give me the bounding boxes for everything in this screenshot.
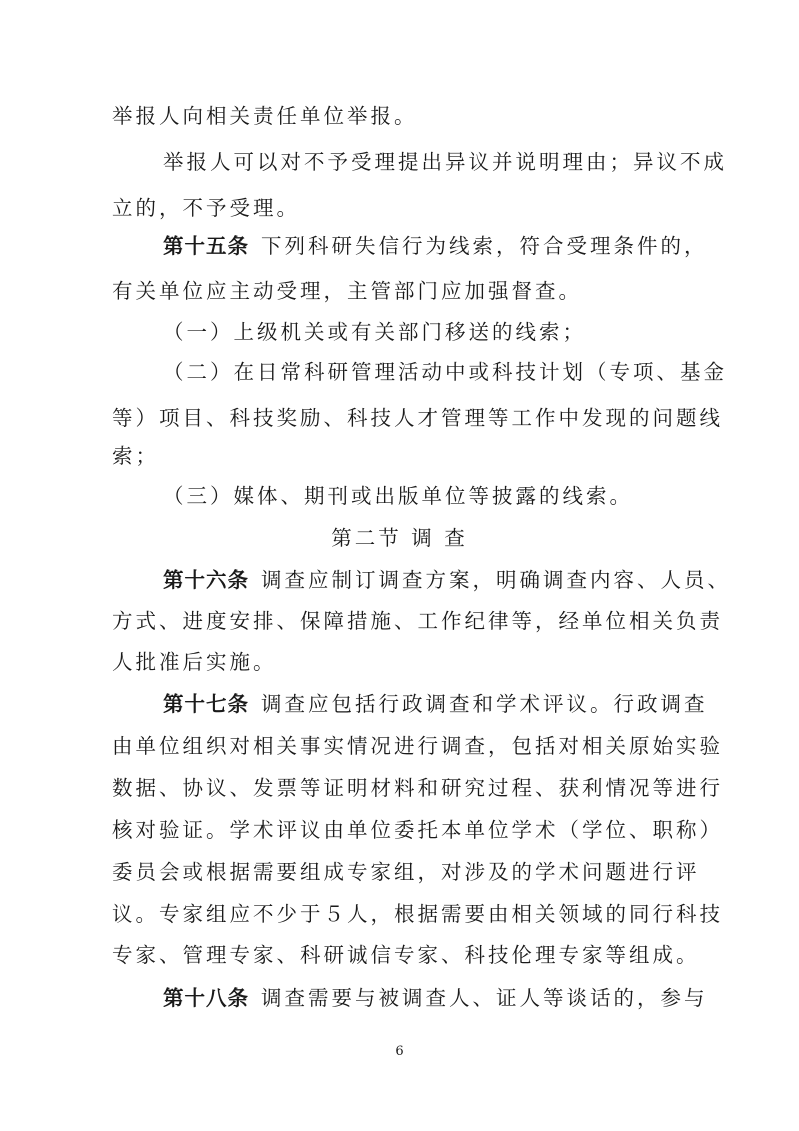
line-text: （三）媒体、期刊或出版单位等披露的线索。: [163, 484, 633, 508]
line-text: 调查应制订调查方案，明确调查内容、人员、: [261, 568, 731, 592]
text-line: [112, 96, 687, 136]
article-heading: 第十八条: [163, 986, 249, 1010]
line-text: 等）项目、科技奖励、科技人才管理等工作中发现的问题线: [112, 406, 723, 430]
article-line: [163, 684, 708, 724]
line-text: 调查应包括行政调查和学术评议。行政调查: [261, 692, 708, 716]
line-text: 由单位组织对相关事实情况进行调查，包括对相关原始实验: [112, 734, 723, 758]
text-line: [112, 935, 700, 975]
list-item: [163, 312, 687, 352]
text-line: [112, 601, 723, 641]
line-text: （一）上级机关或有关部门移送的线索；: [163, 320, 586, 344]
line-text: 委员会或根据需要组成专家组，对涉及的学术问题进行评: [112, 860, 700, 884]
line-text: 专家、管理专家、科研诚信专家、科技伦理专家等组成。: [112, 943, 700, 967]
line-text: 调查需要与被调查人、证人等谈话的，参与: [261, 986, 708, 1010]
text-line: [112, 726, 723, 766]
line-text: 立的，不予受理。: [112, 196, 300, 220]
line-text: 方式、进度安排、保障措施、工作纪律等，经单位相关负责: [112, 609, 723, 633]
text-line: [112, 642, 687, 682]
text-line: [112, 894, 723, 934]
line-text: 议。专家组应不少于５人，根据需要由相关领域的同行科技: [112, 902, 723, 926]
line-text: 索；: [112, 444, 159, 468]
article-line: [163, 560, 731, 600]
article-line: [163, 226, 708, 266]
article-line: [163, 978, 708, 1018]
article-heading: 第十五条: [163, 234, 249, 258]
page-number: 6: [395, 1044, 404, 1059]
article-heading: 第十六条: [163, 568, 249, 592]
line-text: （二）在日常科研管理活动中或科技计划（专项、基金: [163, 360, 727, 384]
line-text: 核对验证。学术评议由单位委托本单位学术（学位、职称）: [112, 818, 723, 842]
text-line: [112, 398, 723, 438]
text-line: [112, 188, 687, 228]
line-text: 举报人可以对不予受理提出异议并说明理由；异议不成: [163, 150, 727, 174]
text-line: [112, 436, 687, 476]
article-heading: 第十七条: [163, 692, 249, 716]
section-title: 第二节 调 查: [331, 526, 468, 550]
line-text: 有关单位应主动受理，主管部门应加强督查。: [112, 279, 582, 303]
text-line: [112, 271, 687, 311]
text-line: [112, 768, 723, 808]
line-text: 下列科研失信行为线索，符合受理条件的，: [261, 234, 708, 258]
section-heading: [112, 518, 687, 558]
list-item: [163, 476, 687, 516]
list-item: [163, 352, 727, 392]
paragraph-line: [163, 142, 727, 182]
text-line: [112, 810, 723, 850]
line-text: 人批准后实施。: [112, 650, 277, 674]
text-line: [112, 852, 700, 892]
line-text: 数据、协议、发票等证明材料和研究过程、获利情况等进行: [112, 776, 723, 800]
line-text: 举报人向相关责任单位举报。: [112, 104, 418, 128]
